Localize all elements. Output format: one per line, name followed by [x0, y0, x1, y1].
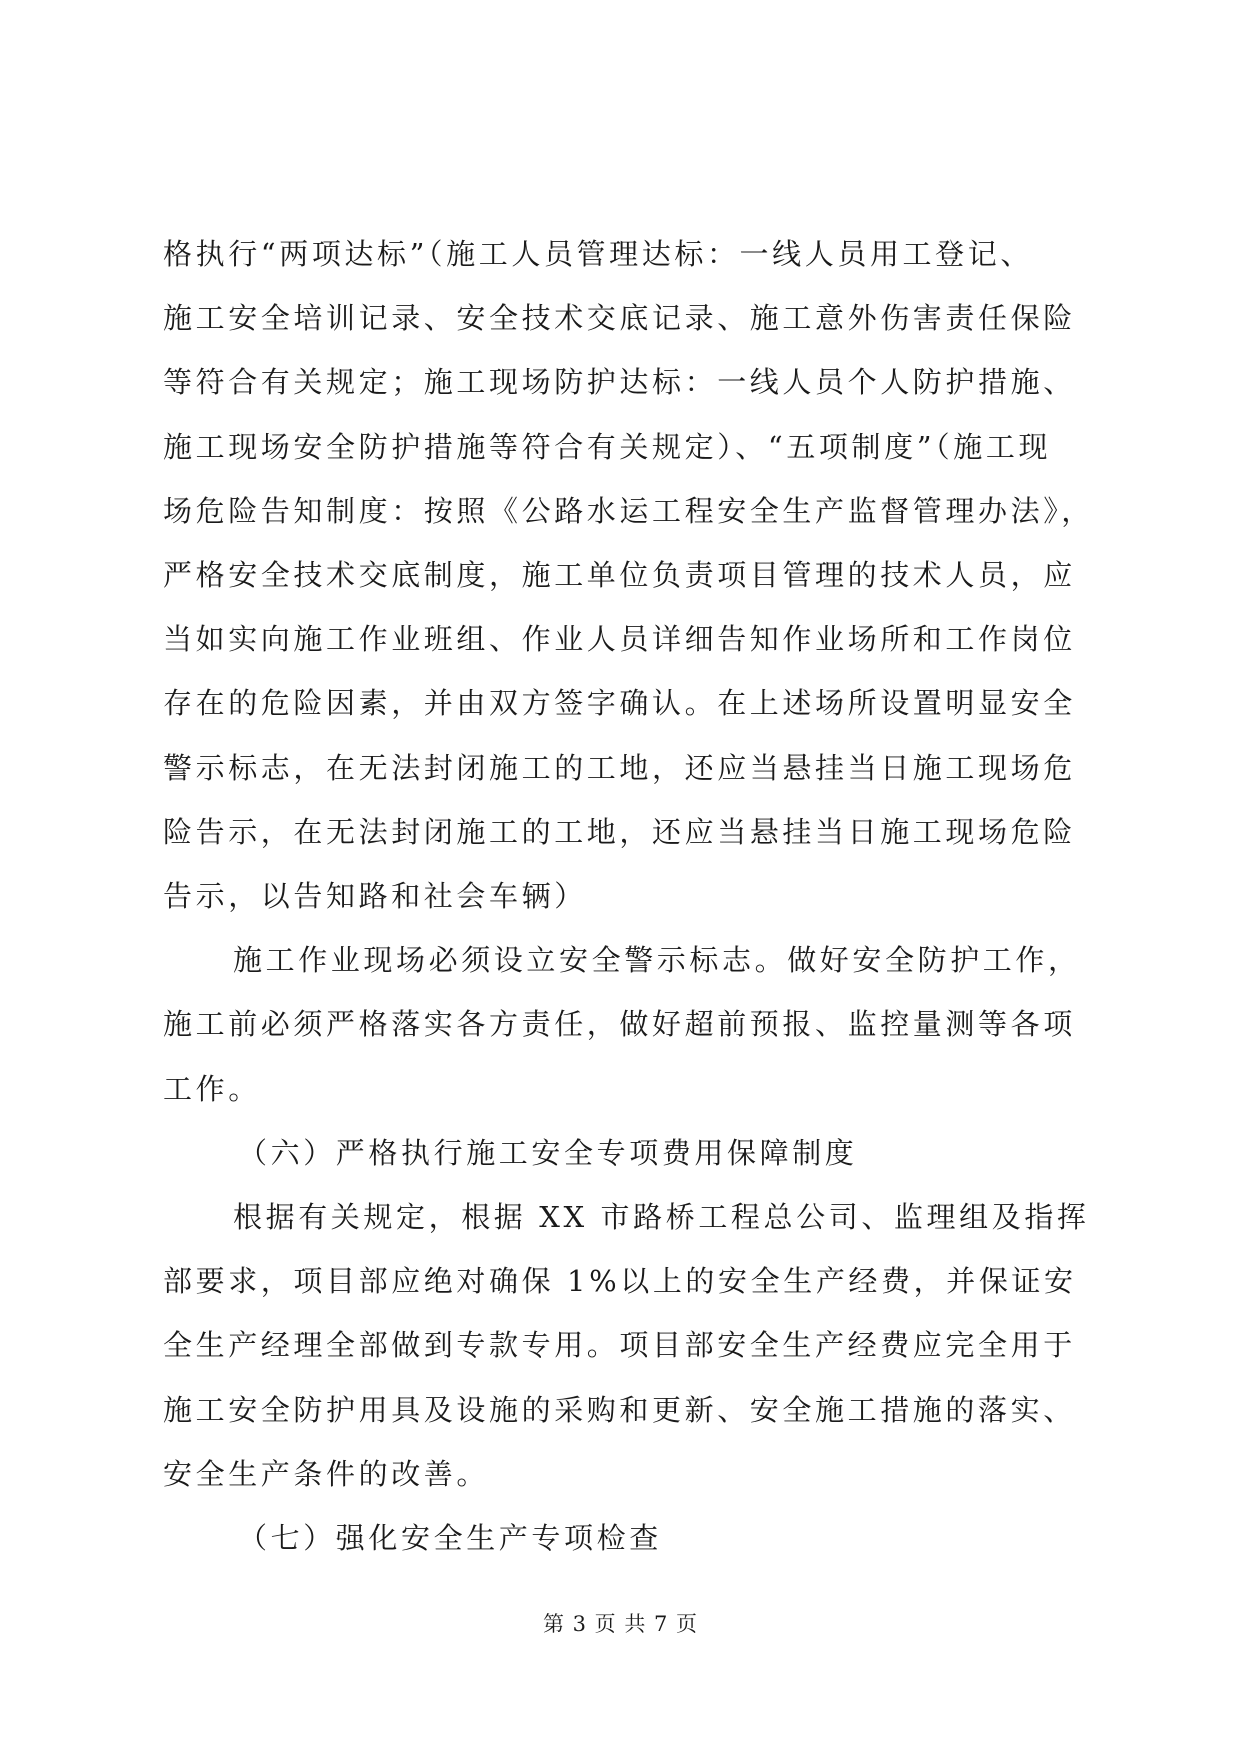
text-line: 警示标志，在无法封闭施工的工地，还应当悬挂当日施工现场危 — [163, 750, 1076, 785]
section-heading: （七）强化安全生产专项检查 — [238, 1521, 662, 1556]
text-line: 告示，以告知路和社会车辆） — [163, 879, 587, 914]
text-line: 施工现场安全防护措施等符合有关规定）、“五项制度”（施工现 — [163, 429, 1052, 464]
text-line: 施工安全培训记录、安全技术交底记录、施工意外伤害责任保险 — [163, 301, 1076, 336]
text-line: 部要求，项目部应绝对确保 1%以上的安全生产经费，并保证安 — [163, 1264, 1077, 1299]
body-paragraph — [163, 928, 1083, 1121]
body-paragraph — [163, 222, 1094, 928]
text-line: 险告示，在无法封闭施工的工地，还应当悬挂当日施工现场危险 — [163, 814, 1076, 849]
text-line: 施工安全防护用具及设施的采购和更新、安全施工措施的落实、 — [163, 1392, 1076, 1427]
text-line: 施工前必须严格落实各方责任，做好超前预报、监控量测等各项 — [163, 1007, 1076, 1042]
text-line: 工作。 — [163, 1071, 261, 1106]
text-line: 场危险告知制度：按照《公路水运工程安全生产监督管理办法》， — [163, 493, 1094, 528]
text-line: 存在的危险因素，并由双方签字确认。在上述场所设置明显安全 — [163, 686, 1076, 721]
text-line: 严格安全技术交底制度，施工单位负责项目管理的技术人员，应 — [163, 558, 1076, 593]
text-line: 全生产经理全部做到专款专用。项目部安全生产经费应完全用于 — [163, 1328, 1076, 1363]
text-line: 安全生产条件的改善。 — [163, 1456, 490, 1491]
text-line: 格执行“两项达标”（施工人员管理达标：一线人员用工登记、 — [163, 237, 1033, 271]
text-line: 等符合有关规定；施工现场防护达标：一线人员个人防护措施、 — [163, 365, 1076, 400]
page-number-footer: 第 3 页 共 7 页 — [542, 1612, 699, 1636]
text-line: 施工作业现场必须设立安全警示标志。做好安全防护工作， — [233, 943, 1081, 978]
section-heading: （六）严格执行施工安全专项费用保障制度 — [238, 1135, 858, 1170]
text-line: 根据有关规定，根据 XX 市路桥工程总公司、监理组及指挥 — [233, 1200, 1090, 1235]
body-paragraph — [163, 1185, 1090, 1506]
text-line: 当如实向施工作业班组、作业人员详细告知作业场所和工作岗位 — [163, 622, 1076, 657]
document-body — [163, 222, 1094, 1570]
